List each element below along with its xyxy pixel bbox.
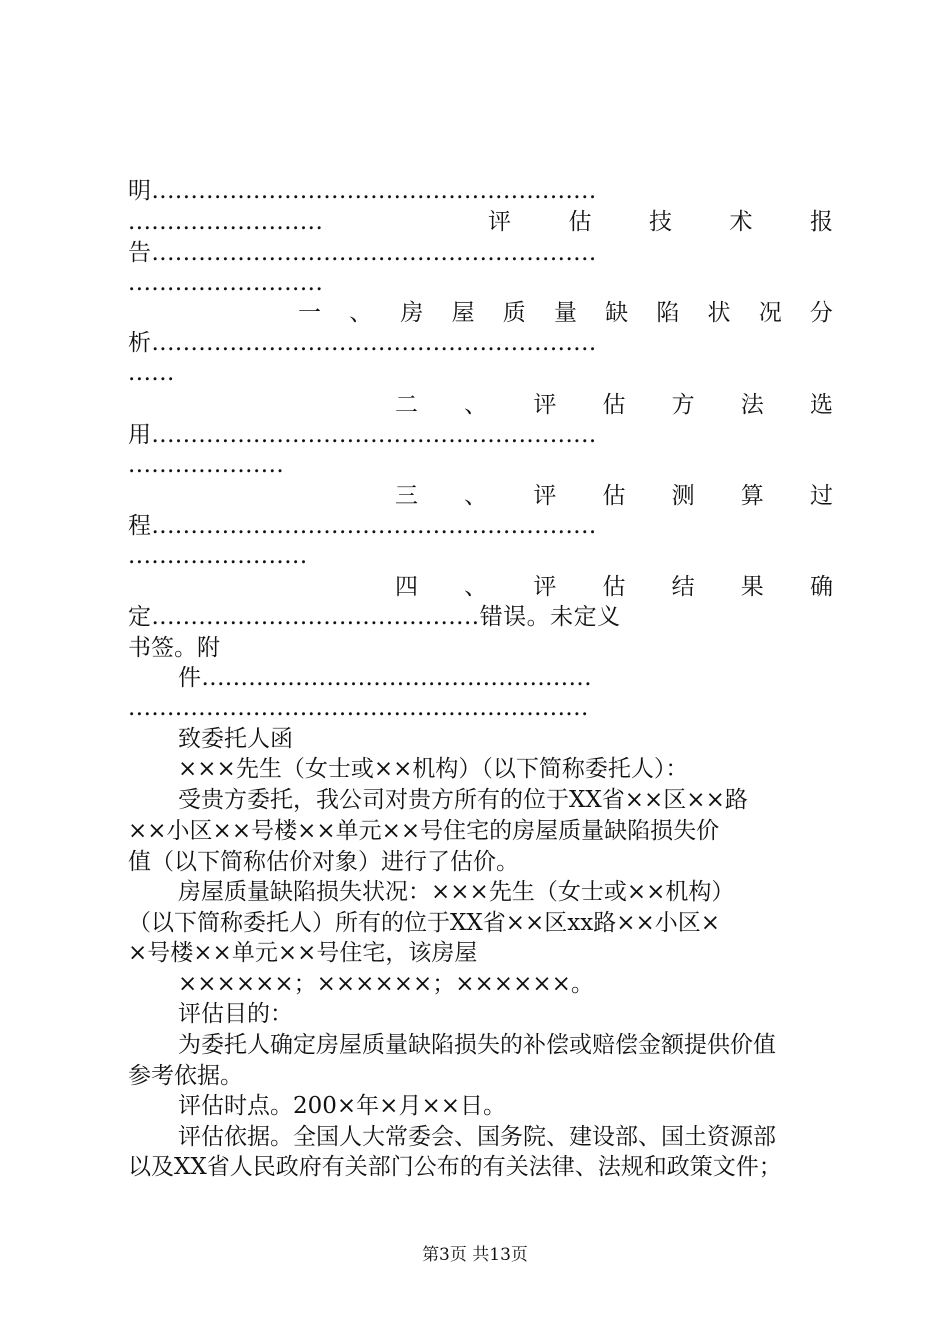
toc-heading-char: 估 <box>602 574 626 600</box>
salutation: ×××先生（女士或××机构）（以下简称委托人）： <box>178 756 689 782</box>
toc-line: 析......................................................... <box>128 330 597 356</box>
toc-heading-char: 测 <box>671 483 695 509</box>
toc-line <box>128 207 833 237</box>
toc-heading-char: 、 <box>349 300 373 326</box>
toc-heading-char: 缺 <box>605 300 629 326</box>
toc-heading-char: 评 <box>533 392 557 418</box>
toc-heading-char: 过 <box>809 483 833 509</box>
paragraph: 评估时点。200×年×月××日。 <box>178 1093 506 1119</box>
toc-heading-char: 术 <box>729 209 753 235</box>
toc-heading-char: 陷 <box>656 300 680 326</box>
toc-heading-char: 状 <box>707 300 731 326</box>
section-heading: 评估目的： <box>178 1001 293 1027</box>
toc-heading-char: 选 <box>809 392 833 418</box>
toc-heading-char: 评 <box>488 209 511 235</box>
toc-heading <box>395 481 833 511</box>
toc-line: ...... <box>128 360 175 386</box>
toc-heading-char: 技 <box>649 209 672 235</box>
toc-line: 告......................................................... <box>128 240 597 266</box>
toc-line: 定..........................................错误。未定义 <box>128 604 621 630</box>
toc-heading-char: 质 <box>502 300 526 326</box>
toc-heading-char: 法 <box>740 392 764 418</box>
toc-dots: ......................... <box>128 209 324 235</box>
toc-line: 书签。附 <box>128 635 220 661</box>
toc-line: .................... <box>128 452 285 478</box>
toc-heading-char: 评 <box>533 574 557 600</box>
toc-heading-char: 三 <box>395 483 418 509</box>
toc-line: ....................... <box>128 543 308 569</box>
toc-heading-char: 四 <box>395 574 418 600</box>
paragraph: 值（以下简称估价对象）进行了估价。 <box>128 849 519 875</box>
toc-heading-char: 一 <box>298 300 321 326</box>
toc-line: 程......................................................... <box>128 513 597 539</box>
toc-heading-char: 估 <box>568 209 592 235</box>
toc-spread <box>458 207 833 237</box>
toc-heading <box>298 298 833 328</box>
paragraph: ××小区××号楼××单元××号住宅的房屋质量缺陷损失价 <box>128 818 720 844</box>
toc-heading-char: 估 <box>602 392 626 418</box>
paragraph: 房屋质量缺陷损失状况：×××先生（女士或××机构） <box>178 879 735 905</box>
paragraph: 参考依据。 <box>128 1063 243 1089</box>
toc-heading-char: 结 <box>671 574 695 600</box>
toc-heading-char: 量 <box>553 300 577 326</box>
page-footer: 第3页 共13页 <box>422 1245 528 1265</box>
toc-heading-char: 分 <box>809 300 833 326</box>
paragraph: 评估依据。全国人大常委会、国务院、建设部、国土资源部 <box>178 1124 776 1150</box>
paragraph: 以及XX省人民政府有关部门公布的有关法律、法规和政策文件； <box>128 1154 782 1180</box>
toc-heading-char: 房 <box>400 300 424 326</box>
paragraph: （以下简称委托人）所有的位于XX省××区xx路××小区× <box>128 910 721 936</box>
toc-line: 件.................................................. <box>178 665 593 691</box>
toc-heading-char: 算 <box>740 483 764 509</box>
paragraph: 为委托人确定房屋质量缺陷损失的补偿或赔偿金额提供价值 <box>178 1032 776 1058</box>
toc-heading-char: 果 <box>740 574 764 600</box>
toc-heading-char: 评 <box>533 483 557 509</box>
toc-line: 明......................................................... <box>128 178 597 204</box>
toc-line: 用......................................................... <box>128 422 597 448</box>
toc-line: ........................................................... <box>128 695 589 721</box>
toc-heading <box>395 390 833 420</box>
paragraph: ××××××；××××××；××××××。 <box>178 971 594 997</box>
toc-heading-char: 、 <box>464 574 488 600</box>
toc-line: ......................... <box>128 270 324 296</box>
toc-heading-char: 况 <box>758 300 782 326</box>
toc-heading-char: 报 <box>810 209 833 235</box>
letter-title: 致委托人函 <box>178 726 293 752</box>
toc-heading <box>395 572 833 602</box>
toc-heading-char: 估 <box>602 483 626 509</box>
toc-heading-char: 二 <box>395 392 418 418</box>
toc-heading-char: 屋 <box>451 300 475 326</box>
paragraph: 受贵方委托，我公司对贵方所有的位于XX省××区××路 <box>178 787 748 813</box>
toc-heading-char: 确 <box>809 574 833 600</box>
toc-heading-char: 、 <box>464 483 488 509</box>
paragraph: ×号楼××单元××号住宅，该房屋 <box>128 940 478 966</box>
toc-heading-char: 方 <box>671 392 695 418</box>
toc-heading-char: 、 <box>464 392 488 418</box>
